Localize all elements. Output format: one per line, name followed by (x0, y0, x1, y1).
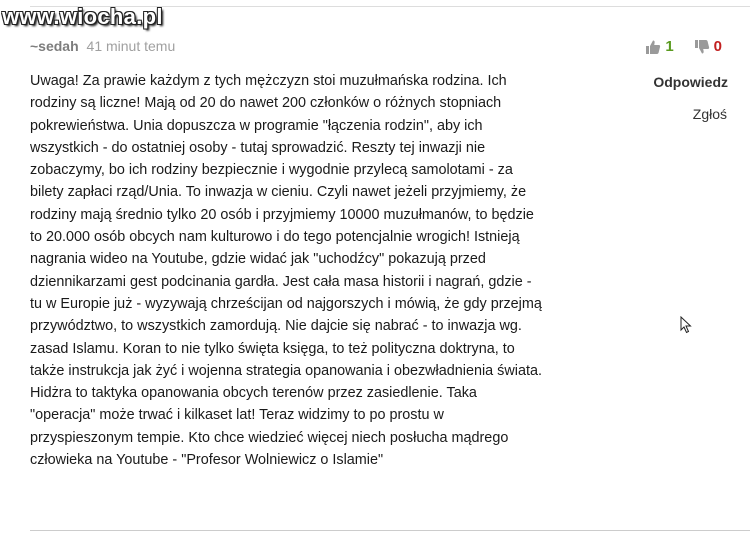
comment-line: to 20.000 osób obcych nam kulturowo i do tego potencjalnie wrogich! Istnieją (30, 229, 520, 246)
thumbs-up-icon[interactable] (645, 39, 661, 55)
comment-line: zobaczymy, bo ich rodziny bezpiecznie i wygodnie przylecą samolotami - za (30, 162, 513, 179)
comment-line: przywództwo, to wszystkich zamordują. Nie dajcie się nabrać - to inwazja wg. (30, 318, 522, 335)
upvote-count: 1 (665, 38, 674, 55)
report-link[interactable]: Zgłoś (692, 106, 727, 122)
mouse-cursor-icon (680, 316, 692, 339)
comment-line: "operacja" może trwać i kilkaset lat! Teraz widzimy to po prostu w (30, 407, 444, 424)
comment-line: pokrewieństwa. Unia dopuszcza w programie "łączenia rodzin", aby ich (30, 117, 483, 134)
comment-line: także instrukcja jak żyć i wojenna strategia opanowania i obezwładnienia świata. (30, 362, 542, 379)
comment-header (30, 38, 175, 54)
reply-link[interactable]: Odpowiedz (653, 74, 728, 90)
comment-line: rodziny są liczne! Mają od 20 do nawet 200 członków o różnych stopniach (30, 95, 502, 112)
watermark-logo: www.wiocha.pl (2, 4, 163, 29)
comment-line: Uwaga! Za prawie każdym z tych mężczyzn stoi muzułmańska rodzina. Ich (30, 73, 507, 89)
comment-time: 41 minut temu (86, 38, 176, 54)
comment-line: rodziny mają średnio tylko 20 osób i przyjmiemy 10000 muzułmanów, to będzie (30, 206, 534, 223)
comment-author[interactable]: ~sedah (30, 38, 79, 54)
comment-line: bilety zapłaci rząd/Unia. To inwazja w cieniu. Czyli nawet jeżeli przyjmiemy, że (30, 184, 527, 201)
comment-line: przyspieszonym tempie. Kto chce wiedzieć więcej niech posłucha mądrego (30, 429, 509, 446)
downvote-count: 0 (713, 38, 722, 55)
comment-line: tu w Europie już - wyzywają chrześcijan od najgorszych i mówią, że gdy przejmą (30, 295, 542, 312)
vote-box (645, 38, 722, 55)
comment-line: zasad Islamu. Koran to nie tylko święta księga, to też polityczna doktryna, to (30, 340, 515, 357)
thumbs-down-icon[interactable] (694, 39, 710, 55)
comment-line: nagrania wideo na Youtube, gdzie widać jak "uchodźcy" pokazują przed (30, 251, 486, 268)
comment-line: wszystkich - do ostatniej osoby - tutaj sprowadzić. Reszty tej inwazji nie (30, 139, 486, 156)
comment-line: Hidżra to taktyka opanowania obcych terenów przez zasiedlenie. Taka (30, 385, 477, 402)
comment-body (30, 70, 620, 471)
bottom-divider (30, 530, 750, 531)
comment-line: człowieka na Youtube - "Profesor Wolniewicz o Islamie" (30, 452, 384, 469)
comment-line: dziennikarzami gest podcinania gardła. Jest cała masa historii i nagrań, gdzie - (30, 273, 532, 290)
